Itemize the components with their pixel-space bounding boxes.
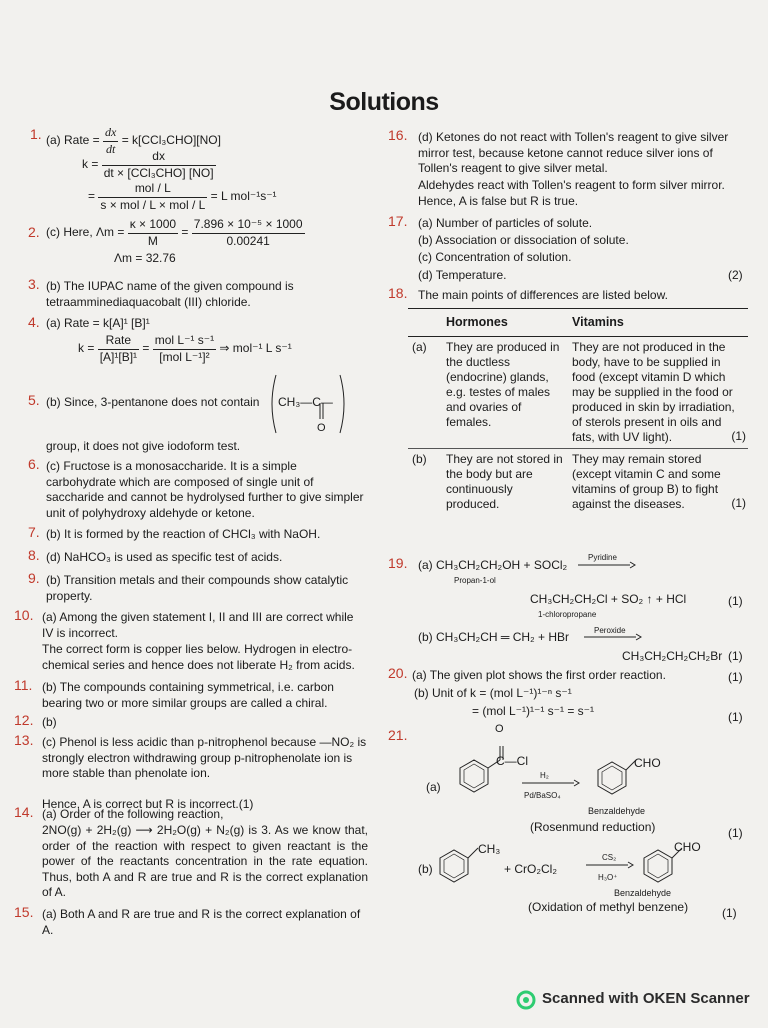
question-number: 1.	[30, 126, 42, 142]
scanned-page: Solutions 1. (a) Rate = $\frac{dx}{dt}$ = k[CCl₃CHO][NO] k = $\frac{dx}{\text{dt × [CCl₃CHO] [NO]}}$ = $\frac{\text{mol / L}}{\text{s × mol / L × mol / L}}$ = L mol⁻¹s⁻¹ 2. (c) Here, Λm = $\frac{\kappa \times 1000}{M}$ = $\frac{\text{7.896 × 10⁻⁵ × 1000}}{0.00241}$ Λm = 32.76 3. (b) The IUPAC name of the given compound is tetraamminediaquacobalt (III) chloride. 4. (a) Rate = k[A]¹ [B]¹ k = $\frac{\text{Rate}}{\text{[A]¹[B]¹}}$ = $\frac{\text{mol L⁻¹ s⁻¹}}{\text{[mol L⁻¹]²}}$ ⇒ mol⁻¹ L s⁻¹ 5. (b) Since, 3-pentanone does not contain CH₃—C— O group, it does not give iodoform test. 6. (c) Fructose is a monosaccharide. It is a simple carbohydrate which are composed of single unit of saccharide and cannot be hydrolysed further to give simpler unit of polyhydroxy aldehyde or ketone. 7. (b) It is formed by the reaction of CHCl₃ with NaOH. 8. (d) NaHCO₃ is used as specific test of acids. 9. (b) Transition metals and their compounds show catalytic property. 10. (a) Among the given statement I, II and III are correct while IV is incorrect. The correct form is copper lies below. Hydrogen in electro-chemical series and hence does not liberate H₂ from acids. 11. (b) The compounds containing symmetrical, i.e. carbon bearing two or more similar groups are called a chiral. 12. (b) 13. (c) Phenol is less acidic than p-nitrophenol because —NO₂ is strongly electron withdrawing group p-nitrophenolate ion is more stable than phenolate ion. Hence, A is correct but R is incorrect.(1) 14. (a) Order of the following reaction, 2NO(g) + 2H₂(g) ⟶ 2H₂O(g) + N₂(g) is 3. As we know that, order of the reaction with respect to given reactant is the power of the reactants concentration in the rate equation. Thus, both A and R are true and R is the correct explanation of A. 15. (a) Both A and R are true and R is the correct explanation of A. 16. (d) Ketones do not react with Tollen's reagent to give silver mirror test, because ketone cannot reduce silver ions of Tollen's reagent to give silver metal. Aldehydes react with Tollen's reagent to form silver mirror. Hence, A is false but R is true. 17. (a) Number of particles of solute. (b) Association or dissociation of solute. (c) Concentration of solution. (d) Temperature. (2) 18. The main points of differences are listed below. Hormones Vitamins (a) They are produced in the ductless (endocrine) glands, e.g. testes of males and ovaries of females. They are not produced in the body, have to be supplied in food (except vitamin D which may be supplied in the food or produced in skin by irradiation, of sterols present in oils and fats, with UV light). (1) (b) They are not stored in the body but are continuously produced. They may remain stored (except vitamin C and some vitamins of group B) to fight against the diseases. (1) 19. (a) CH₃CH₂CH₂OH + SOCl₂ Pyridine Propan-1-ol CH₃CH₂CH₂Cl + SO₂ ↑ + HCl (1) 1-chloropropane (b) CH₃CH₂CH ═ CH₂ + HBr Peroxide CH₃CH₂CH₂CH₂Br (1) 20. (a) The given plot shows the first order reaction. (1) (b) Unit of k = (mol L⁻¹)¹⁻ⁿ s⁻¹ = (mol L⁻¹)¹⁻¹ s⁻¹ = s⁻¹ (1) 21. (a) O C—Cl H₂ Pd/BaSO₄ CHO Benzaldehyde (Rosenmund reduction) (1) (b) CH₃ + CrO₂Cl₂ CS₂ H₃O⁺ CHO Benzaldehyde (Oxidation of methyl benzene) (1) Scanned with OKEN Scanner	[0, 0, 768, 1024]
table-row: (a) They are produced in the ductless (endocrine) glands, e.g. testes of males and ovaries of females. They are not produced in the body, have to be supplied in food (except vitamin D which may be supplied in the food or produced in skin by irradiation, of sterols present in oils and fats, with UV light). (1)	[408, 337, 748, 449]
scanner-watermark: Scanned with OKEN Scanner	[516, 990, 750, 1007]
table-header-vitamins: Vitamins	[568, 309, 748, 337]
ch3-co-group: CH₃—C—	[278, 395, 333, 409]
question-5: 5. (b) Since, 3-pentanone does not contain CH₃—C— O group, it does not give iodoform test.	[22, 373, 368, 443]
question-21: 21. (a) O C—Cl H₂ Pd/BaSO₄ CHO Benzaldehyde (Rosenmund reduction) (1) (b) CH₃ + CrO₂Cl₂ CS₂ H₃O⁺ CHO Benzaldehyde (Oxidation of methyl benzene) (1)	[388, 723, 743, 920]
hormones-vitamins-table	[408, 308, 748, 515]
table-row: (b) They are not stored in the body but are continuously produced. They may remain stored (except vitamin C and some vitamins of group B) to fight against the diseases. (1)	[408, 449, 748, 516]
table-header-hormones: Hormones	[442, 309, 568, 337]
oken-logo-icon	[516, 990, 536, 1010]
reaction-arrow	[584, 632, 642, 642]
benzoyl-chloride-structure	[440, 736, 530, 808]
page-title: Solutions	[329, 88, 439, 116]
reaction-arrow	[578, 560, 636, 570]
reaction-arrow	[522, 778, 580, 788]
reaction-arrow	[586, 860, 634, 870]
